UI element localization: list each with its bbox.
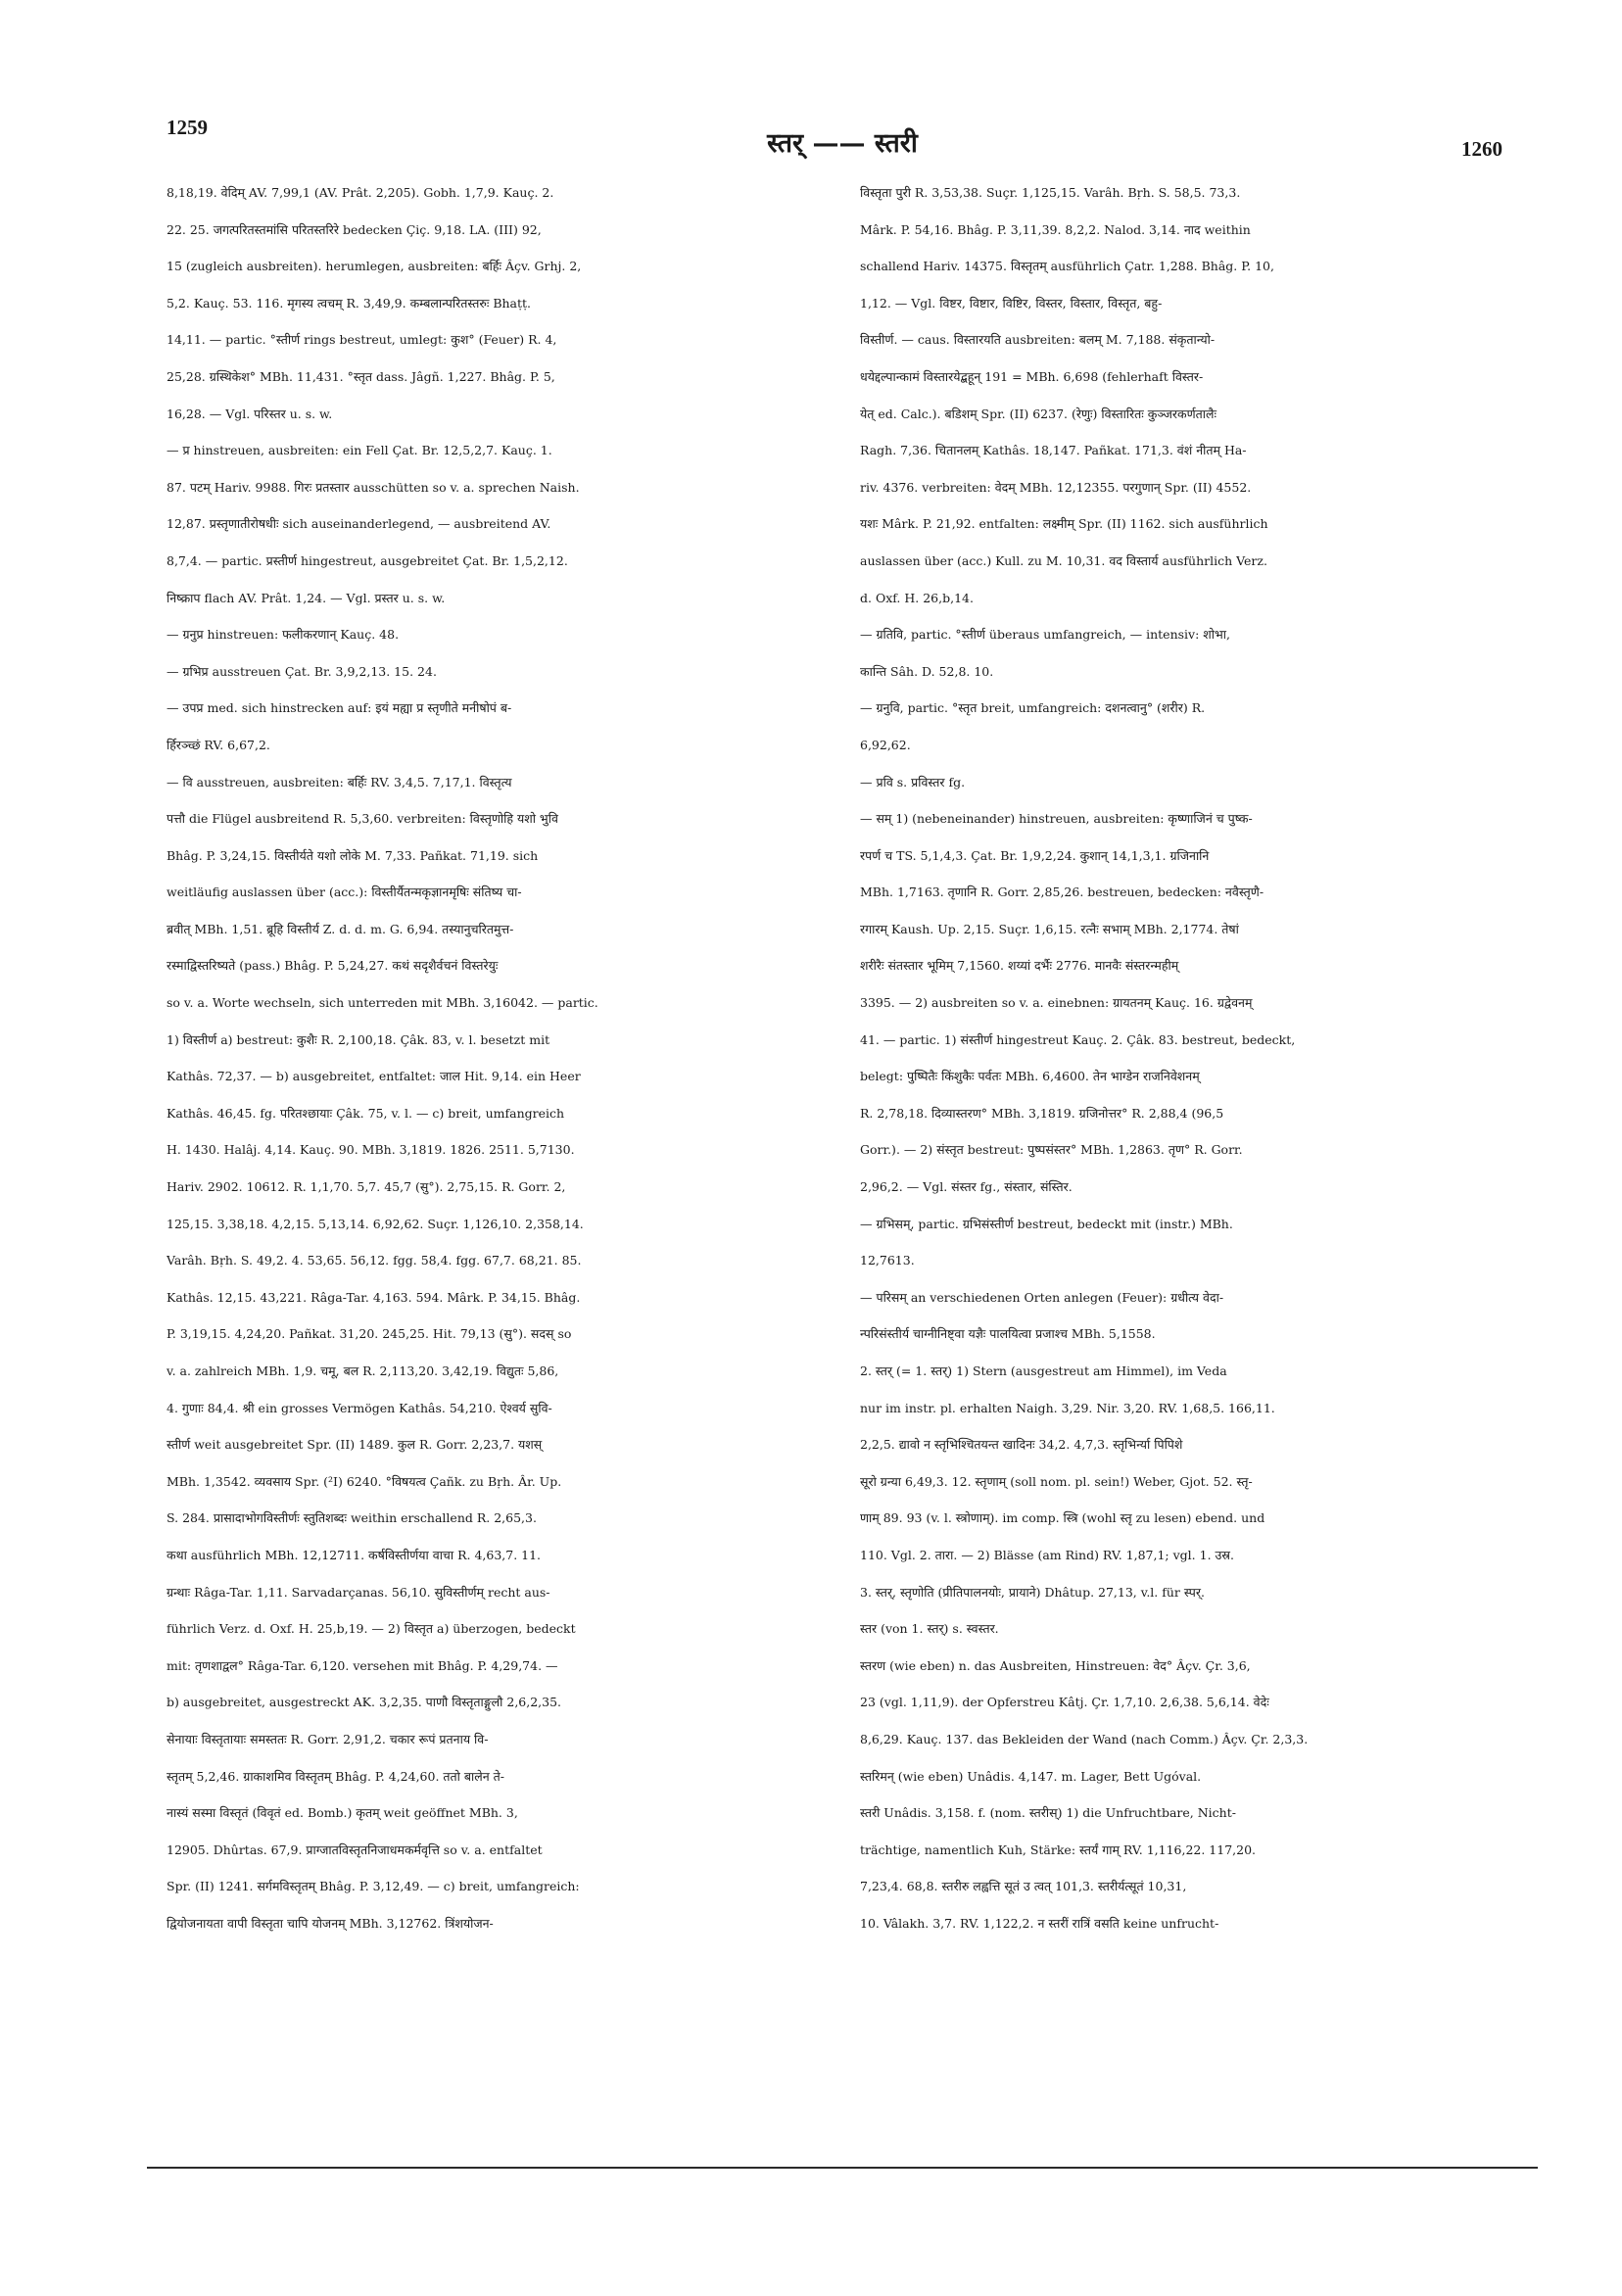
- text-line: MBh. 1,7163. तृणानि R. Gorr. 2,85,26. bestreuen, bedecken: नवैस्तृणै-: [860, 885, 1264, 900]
- text-line: स्तरण (wie eben) n. das Ausbreiten, Hinstreuen: वेद° Âçv. Çr. 3,6,: [860, 1657, 1251, 1673]
- text-line: — ग्रतिवि, partic. °स्तीर्ण überaus umfangreich, — intensiv: शोभा,: [860, 627, 1231, 643]
- text-line: — परिसम् an verschiedenen Orten anlegen (Feuer): ग्रधीत्य वेदा-: [860, 1289, 1224, 1305]
- text-line: 22. 25. जगत्परितस्तमांसि परितस्तरिरे bedecken Çiç. 9,18. LA. (III) 92,: [167, 221, 542, 237]
- page-number-left: 1259: [167, 116, 208, 139]
- text-line: सूरो ग्रन्या 6,49,3. 12. स्तृणाम् (soll nom. pl. sein!) Weber, Gjot. 52. स्तृ-: [860, 1473, 1253, 1489]
- text-line: nur im instr. pl. erhalten Naigh. 3,29. Nir. 3,20. RV. 1,68,5. 166,11.: [860, 1400, 1275, 1415]
- text-line: 12,7613.: [860, 1253, 915, 1268]
- text-line: विस्तीर्ण. — caus. विस्तारयति ausbreiten: बलम् M. 7,188. संकृतान्यो-: [860, 332, 1216, 348]
- text-line: 87. पटम् Hariv. 9988. गिरः प्रतस्तार ausschütten so v. a. sprechen Naish.: [167, 479, 580, 495]
- text-line: führlich Verz. d. Oxf. H. 25,b,19. — 2) विस्तृत a) überzogen, bedeckt: [167, 1621, 576, 1637]
- text-line: 8,18,19. वेदिम् AV. 7,99,1 (AV. Prât. 2,205). Gobh. 1,7,9. Kauç. 2.: [167, 185, 554, 200]
- text-line: Bhâg. P. 3,24,15. विस्तीर्यते यशो लोके M. 7,33. Pañkat. 71,19. sich: [167, 847, 539, 863]
- text-line: weitläufig auslassen über (acc.): विस्तीर्यैतन्मकृज्ञानमृषिः संतिष्य चा-: [167, 885, 522, 900]
- page-number-right: 1260: [1461, 137, 1503, 161]
- text-line: 8,7,4. — partic. प्रस्तीर्ण hingestreut, ausgebreitet Çat. Br. 1,5,2,12.: [167, 552, 568, 568]
- text-line: द्वियोजनायता वापी विस्तृता चापि योजनम् MBh. 3,12762. त्रिंशयोजन-: [167, 1915, 494, 1931]
- text-line: b) ausgebreitet, ausgestreckt AK. 3,2,35. पाणौ विस्तृताङ्गुलौ 2,6,2,35.: [167, 1695, 562, 1710]
- text-line: Mârk. P. 54,16. Bhâg. P. 3,11,39. 8,2,2. Nalod. 3,14. नाद weithin: [860, 221, 1251, 237]
- text-line: स्तृतम् 5,2,46. ग्राकाशमिव विस्तृतम् Bhâg. P. 4,24,60. ततो बालेन ते-: [167, 1768, 504, 1784]
- text-line: 10. Vâlakh. 3,7. RV. 1,122,2. न स्तरीं रात्रिं वसति keine unfrucht-: [860, 1915, 1219, 1931]
- text-line: belegt: पुष्पितैः किंशुकैः पर्वतः MBh. 6,4600. तेन भाग्डेन राजनिवेशनम्: [860, 1069, 1200, 1084]
- text-line: Kathâs. 46,45. fg. परितश्छायाः Çâk. 75, v. l. — c) breit, umfangreich: [167, 1105, 565, 1121]
- text-line: 125,15. 3,38,18. 4,2,15. 5,13,14. 6,92,62. Suçr. 1,126,10. 2,358,14.: [167, 1216, 584, 1231]
- text-line: सेनायाः विस्तृतायाः समस्ततः R. Gorr. 2,91,2. चकार रूपं प्रतनाय वि-: [167, 1731, 489, 1746]
- text-line: Gorr.). — 2) संस्तृत bestreut: पुष्पसंस्तर° MBh. 1,2863. तृण° R. Gorr.: [860, 1142, 1243, 1158]
- text-line: — ग्रनुवि, partic. °स्तृत breit, umfangreich: दशनत्वानु° (शरीर) R.: [860, 700, 1206, 716]
- running-headword: स्तर् —— स्तरी: [767, 128, 918, 159]
- text-line: न्परिसंस्तीर्य चाग्नीनिष्ट्वा यज्ञैः पालयित्वा प्रजाश्च MBh. 5,1558.: [860, 1326, 1156, 1342]
- footer-rule: [147, 2167, 1538, 2169]
- text-line: MBh. 1,3542. व्यवसाय Spr. (²I) 6240. °विषयत्व Çañk. zu Bṛh. Âr. Up.: [167, 1473, 562, 1489]
- text-line: mit: तृणशाद्वल° Râga-Tar. 6,120. versehen mit Bhâg. P. 4,29,74. —: [167, 1657, 558, 1673]
- text-line: कान्ति Sâh. D. 52,8. 10.: [860, 663, 994, 679]
- text-line: यशः Mârk. P. 21,92. entfalten: लक्ष्मीम् Spr. (II) 1162. sich ausführlich: [860, 516, 1268, 532]
- text-line: पत्तौ die Flügel ausbreitend R. 5,3,60. verbreiten: विस्तृणोहि यशो भुवि: [167, 811, 558, 827]
- right-column: [860, 174, 1516, 2133]
- text-line: येत् ed. Calc.). बडिशम् Spr. (II) 6237. (रेणुः) विस्तारितः कुञ्जरकर्णतालैः: [860, 406, 1217, 421]
- text-line: auslassen über (acc.) Kull. zu M. 10,31. वद विस्तार्य ausführlich Verz.: [860, 552, 1267, 568]
- text-line: — वि ausstreuen, ausbreiten: बर्हिः RV. 3,4,5. 7,17,1. विस्तृत्य: [167, 774, 512, 789]
- text-line: 14,11. — partic. °स्तीर्ण rings bestreut, umlegt: कुश° (Feuer) R. 4,: [167, 332, 557, 348]
- text-line: 12905. Dhûrtas. 67,9. प्राग्जातविस्तृतनिजाधमकर्मवृत्ति so v. a. entfaltet: [167, 1842, 543, 1857]
- text-line: — ग्रभिसम्, partic. ग्रभिसंस्तीर्ण bestreut, bedeckt mit (instr.) MBh.: [860, 1216, 1233, 1231]
- text-line: — प्रवि s. प्रविस्तर fg.: [860, 774, 966, 789]
- text-line: 2. स्तर् (= 1. स्तर्) 1) Stern (ausgestreut am Himmel), im Veda: [860, 1363, 1227, 1378]
- text-line: — सम् 1) (nebeneinander) hinstreuen, ausbreiten: कृष्णाजिनं च पुष्क-: [860, 811, 1253, 827]
- text-line: रस्माद्विस्तरिष्यते (pass.) Bhâg. P. 5,24,27. कथं सदृशैर्वचनं विस्तरेयुः: [167, 958, 499, 974]
- text-line: कथा ausführlich MBh. 12,12711. कर्षविस्तीर्णया वाचा R. 4,63,7. 11.: [167, 1547, 542, 1562]
- text-line: रपर्ण च TS. 5,1,4,3. Çat. Br. 1,9,2,24. कुशान् 14,1,3,1. ग्रजिनानि: [860, 847, 1210, 863]
- text-line: Varâh. Bṛh. S. 49,2. 4. 53,65. 56,12. fgg. 58,4. fgg. 67,7. 68,21. 85.: [167, 1253, 582, 1268]
- text-line: 2,96,2. — Vgl. संस्तर fg., संस्तार, संस्तिर.: [860, 1179, 1073, 1195]
- text-line: 8,6,29. Kauç. 137. das Bekleiden der Wand (nach Comm.) Âçv. Çr. 2,3,3.: [860, 1731, 1309, 1746]
- text-line: रगारम् Kaush. Up. 2,15. Suçr. 1,6,15. रत्नैः सभाम् MBh. 2,1774. तेषां: [860, 921, 1239, 936]
- text-line: शरीरैः संतस्तार भूमिम् 7,1560. शय्यां दर्भैः 2776. मानवैः संस्तरन्महीम्: [860, 958, 1179, 974]
- text-line: 4. गुणाः 84,4. श्री ein grosses Vermögen Kathâs. 54,210. ऐश्वर्य सुवि-: [167, 1400, 552, 1415]
- text-line: Ragh. 7,36. चितानलम् Kathâs. 18,147. Pañkat. 171,3. वंशं नीतम् Ha-: [860, 443, 1247, 458]
- text-line: धयेद्दल्पान्कामं विस्तारयेद्बहून् 191 = MBh. 6,698 (fehlerhaft विस्तर-: [860, 368, 1204, 384]
- text-line: नास्यं सस्मा विस्तृतं (विवृतं ed. Bomb.) कृतम् weit geöffnet MBh. 3,: [167, 1805, 518, 1821]
- text-line: 5,2. Kauç. 53. 116. मृगस्य त्वचम् R. 3,49,9. कम्बलान्परितस्तरुः Bhaṭṭ.: [167, 295, 532, 311]
- text-line: — ग्रभिप्र ausstreuen Çat. Br. 3,9,2,13. 15. 24.: [167, 663, 437, 679]
- left-column: [167, 174, 801, 2133]
- text-line: schallend Hariv. 14375. विस्तृतम् ausführlich Çatr. 1,288. Bhâg. P. 10,: [860, 259, 1274, 274]
- text-line: so v. a. Worte wechseln, sich unterreden mit MBh. 3,16042. — partic.: [167, 995, 598, 1011]
- text-line: 110. Vgl. 2. तारा. — 2) Blässe (am Rind) RV. 1,87,1; vgl. 1. उस्र.: [860, 1547, 1234, 1562]
- text-line: ब्रवीत् MBh. 1,51. ब्रूहि विस्तीर्य Z. d. d. m. G. 6,94. तस्यानुचरितमुत्त-: [167, 921, 514, 936]
- text-line: — उपप्र med. sich hinstrecken auf: इयं मह्या प्र स्तृणीते मनीषोपं ब-: [167, 700, 512, 716]
- text-line: स्तरी Unâdis. 3,158. f. (nom. स्तरीस्) 1) die Unfruchtbare, Nicht-: [860, 1805, 1236, 1821]
- text-line: riv. 4376. verbreiten: वेदम् MBh. 12,12355. परगुणान् Spr. (II) 4552.: [860, 479, 1252, 495]
- text-line: 1,12. — Vgl. विष्टर, विष्टार, विष्टिर, विस्तर, विस्तार, विस्तृत, बहु-: [860, 295, 1163, 311]
- text-line: र्हिरञ्च्छं RV. 6,67,2.: [167, 737, 270, 752]
- text-line: 25,28. ग्रस्थिकेश° MBh. 11,431. °स्तृत dass. Jâgñ. 1,227. Bhâg. P. 5,: [167, 368, 555, 384]
- text-line: d. Oxf. H. 26,b,14.: [860, 590, 974, 605]
- text-line: 1) विस्तीर्ण a) bestreut: कुशैः R. 2,100,18. Çâk. 83, v. l. besetzt mit: [167, 1031, 550, 1047]
- text-line: 23 (vgl. 1,11,9). der Opferstreu Kâtj. Çr. 1,7,10. 2,6,38. 5,6,14. वेदेः: [860, 1695, 1269, 1710]
- text-line: 6,92,62.: [860, 737, 911, 752]
- text-line: S. 284. प्रासादाभोगविस्तीर्णः स्तुतिशब्दः weithin erschallend R. 2,65,3.: [167, 1510, 537, 1526]
- text-line: स्तीर्ण weit ausgebreitet Spr. (II) 1489. कुल R. Gorr. 2,23,7. यशस्: [167, 1437, 543, 1453]
- text-line: 3395. — 2) ausbreiten so v. a. einebnen: ग्रायतनम् Kauç. 16. ग्रद्वेवनम्: [860, 995, 1253, 1011]
- text-line: 3. स्तर्, स्तृणोति (प्रीतिपालनयोः, प्रायाने) Dhâtup. 27,13, v.l. für स्पर्.: [860, 1584, 1205, 1600]
- text-line: ग्रन्थाः Râga-Tar. 1,11. Sarvadarçanas. 56,10. सुविस्तीर्णम् recht aus-: [167, 1584, 550, 1600]
- text-line: v. a. zahlreich MBh. 1,9. चमू, बल R. 2,113,20. 3,42,19. विद्युतः 5,86,: [167, 1363, 559, 1378]
- text-line: — ग्रनुप्र hinstreuen: फलीकरणान् Kauç. 48.: [167, 627, 400, 643]
- text-line: स्तर (von 1. स्तर्) s. स्वस्तर.: [860, 1621, 999, 1637]
- text-line: 7,23,4. 68,8. स्तरीरु लह्वत्ति सूतं उ त्वत् 101,3. स्तरीर्यत्सूतं 10,31,: [860, 1879, 1187, 1894]
- text-line: विस्तृता पुरी R. 3,53,38. Suçr. 1,125,15. Varâh. Bṛh. S. 58,5. 73,3.: [860, 185, 1241, 200]
- text-line: P. 3,19,15. 4,24,20. Pañkat. 31,20. 245,25. Hit. 79,13 (सु°). सदस् so: [167, 1326, 572, 1342]
- text-line: 15 (zugleich ausbreiten). herumlegen, ausbreiten: बर्हिः Âçv. Grhj. 2,: [167, 259, 582, 274]
- text-line: 12,87. प्रस्तृणातीरोषधीः sich auseinanderlegend, — ausbreitend AV.: [167, 516, 551, 532]
- text-line: णाम् 89. 93 (v. l. स्त्रोणाम्). im comp. स्त्रि (wohl स्तृ zu lesen) ebend. und: [860, 1510, 1265, 1526]
- text-line: Hariv. 2902. 10612. R. 1,1,70. 5,7. 45,7 (सु°). 2,75,15. R. Gorr. 2,: [167, 1179, 566, 1195]
- text-line: — प्र hinstreuen, ausbreiten: ein Fell Çat. Br. 12,5,2,7. Kauç. 1.: [167, 443, 552, 458]
- text-line: Kathâs. 12,15. 43,221. Râga-Tar. 4,163. 594. Mârk. P. 34,15. Bhâg.: [167, 1289, 581, 1305]
- text-line: Spr. (II) 1241. सर्गमविस्तृतम् Bhâg. P. 3,12,49. — c) breit, umfangreich:: [167, 1879, 580, 1894]
- text-line: R. 2,78,18. दिव्यास्तरण° MBh. 3,1819. ग्रजिनोत्तर° R. 2,88,4 (96,5: [860, 1105, 1224, 1121]
- text-line: 2,2,5. द्यावो न स्तृभिश्चितयन्त खादिनः 34,2. 4,7,3. स्तृभिर्न्या पिपिशे: [860, 1437, 1183, 1453]
- text-line: trächtige, namentlich Kuh, Stärke: स्तर्यं गाम् RV. 1,116,22. 117,20.: [860, 1842, 1257, 1857]
- text-line: Kathâs. 72,37. — b) ausgebreitet, entfaltet: जाल Hit. 9,14. ein Heer: [167, 1069, 581, 1084]
- text-line: 41. — partic. 1) संस्तीर्ण hingestreut Kauç. 2. Çâk. 83. bestreut, bedeckt,: [860, 1031, 1296, 1047]
- text-line: स्तरिमन् (wie eben) Unâdis. 4,147. m. Lager, Bett Ugóval.: [860, 1768, 1202, 1784]
- text-line: 16,28. — Vgl. परिस्तर u. s. w.: [167, 406, 333, 421]
- text-line: H. 1430. Halâj. 4,14. Kauç. 90. MBh. 3,1819. 1826. 2511. 5,7130.: [167, 1142, 575, 1158]
- text-line: निष्क्राप flach AV. Prât. 1,24. — Vgl. प्रस्तर u. s. w.: [167, 590, 446, 605]
